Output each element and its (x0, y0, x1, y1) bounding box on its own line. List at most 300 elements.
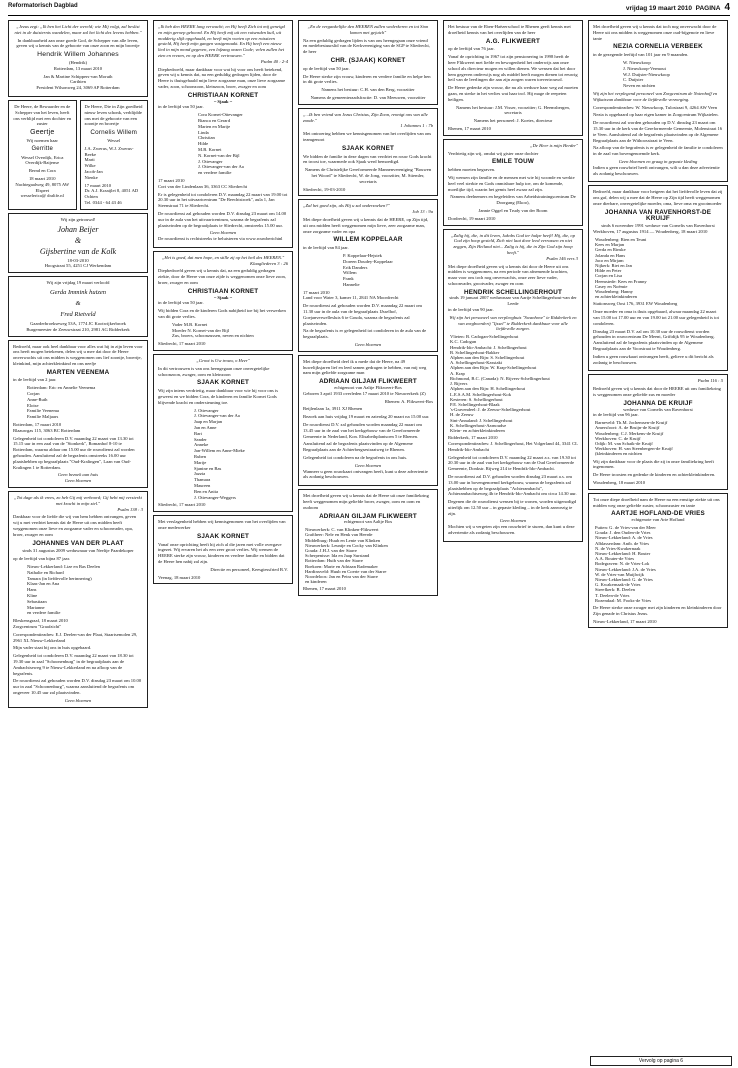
widower-note: sinds 31 augustus 2009 weduwnaar van Neeltje Paardekoper (22, 548, 134, 554)
family-member: Rotterdam: Huib van der Starre (305, 558, 363, 564)
continued-on-page-link[interactable]: Vervolg op pagina 6 (590, 1056, 732, 1066)
notice-text: Wanneer u geen rouwkaart ontvangen heeft, kunt u deze advertentie als zodanig beschouwen. (303, 468, 428, 480)
family-member: Hannelie (343, 281, 360, 287)
ampersand: & (74, 235, 82, 245)
family-list (595, 420, 723, 456)
family-member: Jan en Anne (194, 425, 217, 431)
family-member: Vader M.B. Kornet (172, 321, 208, 327)
family-list (343, 253, 433, 288)
age: op de leeftijd van 50 jaar. (303, 65, 350, 71)
family-member: Putten: G. de Vries-van der Meer (595, 524, 656, 530)
deceased-name: CHR. (SJAAK) KORNET (330, 56, 406, 64)
family-member: Wilke (84, 163, 96, 169)
child-name: Cornelis Willem (90, 129, 138, 137)
family-member: Jolanda en Hans (595, 252, 626, 258)
obituary-intro: Verdrietig zijn wij, omdat wij gister onze dochter (448, 150, 539, 156)
obituary-christiaan-kornet-parents (153, 251, 293, 351)
family-member: Noordeloos: Jan en Petra van der Starre (305, 574, 378, 580)
place-date: Sliedrecht, 19-03-2010 (303, 186, 346, 192)
obituary-willem-koppelaar (298, 199, 438, 352)
service-info: De rouwdienst zal gehouden worden D.V. dinsdag 23 maart om 14.00 uur in de aula van het uitvaartcentrum, waarna de begrafenis zal plaatsvinden op de begraafplaats te Sliedrecht, omstreeks 15.00 uur. (158, 210, 287, 228)
family-member: Bianca en Gerard (198, 117, 231, 123)
visit-info: Bezoek aan huis vrijdag 19 maart en zaterdag 20 maart na 15.00 uur. (303, 414, 430, 420)
siblings: Bernd en Cora (28, 168, 56, 174)
verse: De Heere, Die in Zijn goedheid nieuw leven schonk, verblijdde ons met de geboorte van een zoontje en broertje (84, 103, 143, 127)
deceased-name: A.G. FLIKWEERT (485, 37, 541, 45)
family-member: Hilde en Peter (595, 268, 622, 274)
family-member: Familie Maljaars (27, 414, 59, 420)
signature-board: Namens het bestuur: J.M. Visser, voorzitter; G. Heemsbergen, secretaris (456, 104, 570, 116)
no-flowers-note: Geen bloemen (499, 518, 527, 524)
groom-name: Johan Beijer (57, 224, 99, 234)
family-member: Streefkerk: B. Deelen (595, 587, 635, 593)
family-member: Marti (84, 157, 95, 163)
signature: Namens de Christelijke Gereformeerde Mannenvereniging "Bouwen het Woord" te Sliedrecht, W. de Jong, voorzitter, M. Stiemler, secretaris (304, 167, 432, 184)
no-flowers-note: Geen bloemen (354, 342, 382, 348)
family-member: N. de Vries-Kwakernaak (595, 545, 641, 551)
obituary-intro: Met diepe droefheid deel ik u mede dat de Heere, na 49 huwelijksjaren lief en leed samen gedragen te hebben, van mij weg nam mijn geliefde zorgzame man (303, 358, 427, 376)
obituary-johannes-van-der-plaat (8, 491, 148, 708)
family-member: Gouda: J.H.J. van der Starre (305, 548, 357, 553)
partner-name-2: Fred Rietveld (60, 310, 96, 318)
family-member: W. Nieuwkoop (623, 59, 651, 65)
family-member: Nieuw-Lekkerland: G. de Vries (595, 576, 653, 582)
family-member: Hans (27, 587, 37, 593)
service-info: De rouwdienst zal gehouden worden D.V. maandag 22 maart om 11.30 uur in de aula van de begraafplaats IJsselhof, Goejanverwellesluis 6 te Gouda, waarna de begrafenis zal plaatsvinden. (303, 303, 422, 326)
family-member: Vlieten: B. Cadogan-Schellingerhout (450, 334, 519, 340)
family-member: Heemstede: Kees en Franny (595, 278, 647, 284)
family-member: Frank (343, 276, 354, 282)
tribute-text: Vanaf de oprichting in 1967 tot zijn pensionering in 1998 heeft de heer Flikweert met liefde en bewogenheid het onderwijs aan onze school als directeur mogen en willen dienen. We wensen dat het door hem gegeven onderwijs nog als middel heeft mogen dienen tot eeuwig heil van de leerlingen die aan zijn zorgen waren toevertrouwd. (448, 54, 578, 83)
signature-names: Jannie Oggel en Trudy van der Boom (478, 207, 548, 213)
family-member: Corjan en Lisa (595, 273, 623, 279)
prayer-text: We bidden de familie in deze dagen van verdriet en rouw Gods kracht en troost toe, waarmede ook Sjaak werd bemoedigd. (303, 153, 432, 165)
family-member: Nieuw-Lekkerland: J.A. de Vries (595, 566, 656, 572)
family-member: Eloise (27, 402, 39, 408)
family-list (595, 237, 723, 299)
obituary-intro: Met ontroering hebben we kennisgenomen van het overlijden van ons teamgenoot (303, 131, 432, 142)
verse: „...Ik ben vriend van Jezus Christus, Zijn Zoon, rennigt ons van alle zonde." (303, 111, 428, 123)
family-member: Woudenberg: C.J. Merkens-de Kruijf (595, 430, 664, 436)
deceased-name: SJAAK KORNET (341, 144, 395, 152)
family-member: C. Duijster (623, 77, 644, 83)
spouse-note: echtgenote van Arie Hofland (631, 517, 685, 523)
age: in de leeftijd van 50 jaar. (158, 104, 204, 110)
intro-text: In dankbaarheid aan onze goede God, de Schepper van alle leven, geven wij u kennis van de geboorte van onze zoon en mijn broertje (16, 37, 140, 49)
obituary-nezia-verbeek (588, 20, 728, 182)
age: in de leeftijd van 90 jaar. (448, 307, 494, 313)
verse-reference: Psalm 146 vers 3 (546, 255, 578, 261)
parents: Wessel Overdijk, Erica Overdijk-Baijense (21, 154, 64, 166)
call-name: Gerritte (31, 145, 54, 152)
noem-label: Wij noemen haar (26, 137, 58, 143)
verse: „Het is goed, dat men hope, en stille zij op het heil des HEEREN." (161, 254, 285, 260)
correspondence-address: Correspondentieadres: W. Nieuwkoop, Tulostraat 9, 4264 AW Veen (593, 104, 717, 110)
signatory: Rhenen: A. Flikweert-Bos (384, 398, 433, 404)
no-flowers-note: Geen bloemen (64, 478, 92, 484)
family-member: (kleinkinderen en nichten (595, 451, 642, 457)
family-member: Hilde (198, 141, 209, 147)
engagement-ad (8, 276, 148, 336)
age: in de leeftijd van 84 jaar. (303, 245, 349, 251)
family-member: Klein- en achterkleinkinderen (450, 427, 505, 433)
no-flowers-note: Geen bloemen (64, 697, 92, 703)
family-member: Tamara (in liefdevolle herinnering) (27, 575, 92, 581)
spouse-note: echtgenoot van Aaltje Bos (343, 519, 393, 525)
family-member: N. Kornet-van der Bijl (198, 152, 240, 158)
signature-council: Namens de gemeenteraadsfractie: D. van Meeuwen, voorzitter (310, 94, 426, 100)
family-member: Werkhoven: H. van Steenbergen-de Kruijf (595, 446, 673, 452)
funeral-info: Gelegenheid tot condoleren D.V. maandag 22 maart van 13.30 tot 15.15 uur in een zaal van de "Sionkerk", Romanhof 8-10 te Rotterdam, waarna aldaar om 15.00 uur de rouwdienst zal worden gehouden. Aansluitend zal de begrafenis omstreeks 16.00 uur plaatshebben op begraafplaats "Oud-Kralingen", Laan van Oud-Kralingen 1 te Rotterdam. (13, 435, 135, 470)
partner-name-1: Gerda Immink huizen (49, 288, 107, 296)
page-number: 4 (724, 2, 730, 13)
birth-date: Rotterdam, 13 maart 2010 (53, 65, 103, 71)
family-list (623, 60, 723, 89)
life-dates: Geboren 3 april 1933 overleden 17 maart 2010 te Nieuwerkerk (Z) (303, 390, 426, 396)
no-flowers-note: Geen bloemen (354, 462, 382, 468)
family-member: Graftheer: Nele en Henk van Heerde (305, 532, 373, 538)
family-member: P. Koppelaar-Hejstek (343, 252, 382, 258)
place-date: Veenag, 18 maart 2010 (158, 574, 201, 580)
family-member: B. Schellingerhout-Bakker (450, 349, 500, 355)
address: Cort van der Lindenlaan 36, 3363 CC Sliedrecht (158, 183, 248, 189)
family-member: Kesteren: S. Schellingerhout (450, 396, 503, 402)
obituary-hendrik-schellingerhout (443, 229, 583, 542)
family-member: Alblasserdam: Antb. de Vries (595, 540, 649, 546)
widow-note: weduwe van Cornelis van Ravenhorst (623, 406, 693, 412)
family-member: Anne-Ruth (27, 396, 48, 402)
family-member: Marije (194, 459, 207, 465)
deceased-name: CHRISTIAAN KORNET (187, 287, 259, 295)
signature-board: Namens het bestuur: C.H. van den Berg, voorzitter (321, 87, 415, 93)
family-member: Moeder N. Kornet-van der Bijl (172, 327, 230, 333)
family-member: J. Nieuwkoop-Vermout (623, 65, 666, 71)
deceased-name: HENDRIK SCHELLINGERHOUT (463, 288, 562, 296)
place-date: 17 maart 2010 (158, 177, 185, 183)
notice-text: Indien u geen rouwkaart ontvangen heeft, gelieve u dit bericht als zodanig te beschouwen. (593, 353, 714, 365)
deceased-name: WILLEM KOPPELAAR (333, 236, 403, 244)
family-member: Woudenberg: Hanny (595, 288, 633, 294)
family-member: G. Kwakernaak-de Vries (595, 582, 641, 588)
obituary-adriaan-flikweert-family (298, 489, 438, 596)
family-member: Rozendaal: M. Fooks-de Vries (595, 597, 652, 603)
wedding-date: 18-03-2010 (67, 257, 89, 263)
verse: „Groot is Uw trouw, o Heer" (196, 358, 250, 364)
family-member: Alphen aan den Rijn: S. Schellingerhout (450, 355, 525, 361)
place-date: Ridderkerk, 17 maart 2010 (448, 435, 498, 441)
deceased-name: SJAAK KORNET (196, 532, 250, 540)
age: in de leeftijd van 96 jaar. (593, 412, 639, 418)
family-member: Christian (198, 135, 215, 141)
family-member: H. de Zeeuw (450, 412, 474, 418)
family-member: Nijkerk: Riet en Jan (595, 262, 632, 268)
prayer-text: De Heere sterke onze zwager met zijn kinderen en kleinkinderen door Zijn genade in Christus Jezus. (593, 604, 722, 616)
deceased-name: ADRIAAN GILJAM FLIKWEERT (319, 378, 417, 386)
deceased-name: JOHANNES VAN DER PLAAT (32, 539, 124, 547)
family-member: 's-Gravendeel: J. de Zeeuw-Schellingerhout (450, 407, 531, 413)
condolence-info: Na afloop van de begrafenis is er gelegenheid de familie te condoleren in de zaal van bovengenoemde kerk. (593, 145, 723, 157)
family-member: Marten en Marije (198, 123, 231, 129)
ampersand: & (75, 299, 81, 307)
widow-note: sinds 6 november 1991 weduwe van Cornelis van Ravenhorst (601, 223, 715, 229)
obituary-intro: In dit vertrouwen is van ons heengegaan onze onvergetelijke schoonzoon, zwager, oom en kleinzoon (158, 365, 270, 377)
address: Beijlenlaan 1a, 3911 XJ Rhenen (303, 406, 363, 412)
family-member: Jaap en Marjan (194, 419, 223, 425)
birth-date: 17 maart 2010 (84, 182, 112, 188)
verse-reference: Psalm 116 : 5 (697, 378, 723, 384)
family-member: W. de Vries-van Muijlwijk (595, 571, 644, 577)
family-list (198, 112, 288, 176)
siblings-list (85, 157, 144, 180)
family-member: Sint-Annaland: J. Schellingerhout (450, 417, 513, 423)
call-name: (Hendrik) (68, 59, 88, 65)
family-member: Nathalie en Richard (27, 569, 64, 575)
family-member: Gouda: J. den Ouden-de Vries (595, 530, 651, 536)
column-4 (443, 20, 583, 545)
family-member: K.C. Cadogan (450, 339, 477, 345)
correspondence-address: Correspondentieadres: J. Schellingerhout, Het Volgerland 44, 3341 CL Hendrik-Ido-Ambacht (448, 440, 578, 452)
birth-ad-hendrik (8, 20, 148, 97)
age: op de leeftijd van bijna 87 jaar. (13, 556, 71, 562)
telephone: Tel. 0344 - 64 43 46 (84, 199, 122, 205)
condolence-info: Na de begrafenis is er gelegenheid tot condoleren in de aula van de begraafplaats. (303, 328, 427, 340)
thanks-text: Wij zijn het verplegend personeel van Zorgcentrum de Notenhoff en Wijkatsvan dankbaar voor de liefdevolle verzorging. (593, 90, 718, 102)
spouse-note: echtgenoot van Aaltje Flikweert-Bos (334, 385, 402, 391)
family-member: Woudenberg: Rien en Teuni (595, 236, 647, 242)
life-dates: Werkhoven, 17 augustus 1914 — Woudenberg, 18 maart 2010 (593, 229, 708, 235)
family-member: Nieuw-Lekkerland: H. Bouter (595, 550, 651, 556)
family-member: Jaco en Mirjam (595, 257, 624, 263)
no-flowers-note: Geen bloemen en graag in gepaste kleding (618, 158, 698, 164)
address-1: Gaarderbroekseweg 53A, 1774 JC Kootwijkerbroek (30, 320, 126, 326)
thanks-text: Wij zijn het personeel van verpleeghuis "Swanhove" te Ridderkerk en van zorgboerderij "Ijssel" te Ridderkerk dankbaar voor alle liefdevolle zorgen. (449, 314, 577, 332)
family-member: J. Ottevanger-Weggers (194, 494, 236, 500)
family-member: Hendrik-Ido-Ambacht: J. Schellingerhout (450, 344, 527, 350)
family-member: Alphen aan den Rijn: H. Schellingerhout (450, 386, 526, 392)
verse: „Ik heb den HEERE lang verwacht; en Hij heeft Zich tot mij geneigd en mijn geroep gehoord. En Hij heeft mij uit een ruisenden kuil, uit modderig slijk opgehaald, en heeft mijn voeten op een rotssteen gesteld, Hij heeft mijn gangen vastgemaakt. En Hij heeft een nieuw lied in mijn mond gegeven, een lofzang onzen Gode; velen zullen het zien en vrezen, en op den HEERE vertrouwen." (158, 24, 285, 58)
address: Dr. A.J. Kraaijlei 8, 4051 AD Ochten (84, 188, 139, 200)
obituary-intro: Diepbedroefd geven wij u kennis dat, na een geduldig gedragen ziekte, door de Heere van onze zijde is weggenomen onze lieve zoon, broer, zwager en oom (158, 268, 286, 286)
family-member: Corjan (27, 391, 40, 397)
obituary-intro: Met droefheid geven wij u kennis dat de Heere uit onze familiekring heeft weggenomen mijn geliefde broer, zwager, oom en oom en oudoom (303, 493, 429, 510)
obituary-intro: Met verslagenheid hebben wij kennisgenomen van het overlijden van onze medewerker (158, 519, 286, 530)
deceased-name: EMILE TOUW (491, 158, 535, 166)
family-member: Werkhoven: C. de Kruijf (595, 435, 641, 441)
family-member: Amersfoort: A. de Bruijn-de Kruijf (595, 425, 660, 431)
obituary-sjaak-kornet-employer (153, 515, 293, 584)
family-list (450, 334, 578, 433)
family-member: A.A. Bouter-de Vries (595, 556, 635, 562)
family-member: Neven en nichten (623, 83, 656, 89)
family-member: J. Ottevanger (198, 158, 223, 164)
verse-reference: Psalm 40 : 2-4 (260, 58, 288, 64)
sibling: Carthien (70, 79, 86, 85)
family-list (27, 385, 143, 420)
obituary-intro: Bedroefd, maar ook heel dankbaar voor alles wat hij in zijn leven voor ons heeft mogen betekenen, delen wij u mee dat door de Heere onverwachts uit ons midden is weggenomen ons lief zoontje, broertje, kleinkind, mijn achterkleinkind en ons neefje (13, 343, 143, 366)
age: in de leeftijd van 50 jaar. (158, 300, 204, 306)
obituary-chr-kornet-sgp (298, 20, 438, 105)
child-name: Hendrik Willem Johannes (37, 51, 119, 59)
family-member: Nieuw-Lekkerland: Lize en Bas Deelen (27, 564, 100, 569)
family-member: A. Schellingerhout-Kasstaki (450, 360, 503, 366)
verse-reference: Klaagliederen 3 : 26 (250, 260, 288, 266)
birth-ad-cornelis (80, 100, 149, 210)
obituary-intro: Dankbaar voor de liefde die wij van hem hebben ontvangen, geven wij u met verdriet kennis dat de Heere uit ons midden heeft weggenomen onze lieve en zorgzame vader en schoonvader, opa, broer, zwager en oom (13, 514, 137, 537)
address: Hoogstraat 55, 4251 CJ Werkendam (44, 263, 112, 269)
service-info: De rouwdienst zal worden gehouden op D.V. dinsdag 23 maart om 15.30 uur in de kerk van de Gereformeerde Gemeente, Molenstraat 16 te Veen. Aansluitend zal de begrafenis plaatsvinden op de Algemene Begraafplaats aan de Withoosstraat te Veen. (593, 120, 723, 143)
family-member: en kinderen (305, 579, 327, 585)
verse: De Heere, de Bewaarder en de Schepper van het leven, heeft ons verblijd met een dochter en zuster (13, 103, 72, 127)
service-info: De rouwdienst zal D.V. gehouden worden dinsdag 23 maart a.s. om 13.00 uur in bovengenoemd kerkgebouw, waarna de begrafenis zal plaatshebben op de begraafplaats "Achterambacht", Achterambachtseweg 4b te Hendrik-Ido-Ambacht om circa 14.30 uur. (448, 473, 577, 497)
place-date: Sliedrecht, 17 maart 2010 (158, 502, 206, 508)
prayer-text: De Heere sterke zijn vrouw, kinderen en verdere familie en helpe hen in dit grote verlies. (303, 73, 431, 85)
engagement-heading: Wij zijn vrijdag 19 maart verloofd (46, 280, 110, 286)
deceased-name: JOHANNA DE KRUIJF (623, 399, 693, 407)
care-home: Zorgcentrum "Graafzicht" (13, 623, 62, 629)
family-member: P.E. Schellingerhout-Blaak (450, 401, 500, 407)
widower-note: sinds 19 januari 2007 weduwnaar van Aartje Schellingerhout-van der Leede (449, 295, 577, 307)
age: in de leeftijd van 2 jaar. (13, 377, 57, 383)
place-date: Rhenen, 17 maart 2010 (448, 125, 491, 131)
obituary-intro: Met diepe droefheid geven wij u kennis dat door de Heere uit ons midden is weggenomen, na een periode van afnemende krachten, maar voor ons toch nog onverwachts, onze zeer lieve vader, schoonvader, grootvader, zwager en oom (448, 263, 569, 286)
prayer-text: Wij bidden Cora en de kinderen Gods nabijheid toe bij het verwerken van dit grote verlies. (158, 308, 286, 320)
page-header (8, 3, 730, 16)
place-date: Bleskensgraaf, 18 maart 2010 (13, 618, 68, 624)
family-member: M.B. Kornet (198, 146, 222, 152)
family-member: Ruben (194, 454, 206, 459)
place-date: Woudenberg, 18 maart 2010 (593, 479, 646, 485)
call-name: ~ Sjaak ~ (213, 98, 233, 104)
prayer-text: De Heere troosten en gedenke de kinderen en achterkleinkinderen. (593, 472, 716, 478)
prayer-text: De Heere gedenke zijn vrouw, die nu als weduwe haar weg zal moeten gaan, en sterke in het verlies wat haar trof. Hij mage de reepeten heiligen. (448, 85, 578, 102)
place-date: Dordrecht, 19 maart 2010 (448, 215, 496, 221)
parents: Jan & Martine Schippers-van Moruth (43, 73, 113, 79)
address: Nachtegaalweg 49, 8075 AW Elspeet (15, 181, 70, 193)
deceased-name: AARTJE HOFLAND-DE VRIES (611, 510, 705, 518)
deceased-name: ADRIAAN GILJAM FLIKWEERT (319, 512, 417, 520)
lying-in-state: Nezia is opgebaard op haar eigen kamer in Zorgcentrum Wijkatelen. (593, 112, 719, 118)
family-member: Sebastiaan (27, 598, 47, 604)
family-member: Casey en Noëmie (595, 283, 628, 289)
family-member: en achterkleinkinderen (595, 294, 637, 300)
condolence-info: Gelegenheid tot condoleren na de begrafenis in ons huis. (303, 455, 408, 461)
condolence-info: Gelegenheid tot condoleren D.V. maandag 22 maart van 18.30 tot 19.30 uur in zaal "Schoonenburg" in de begraafplaats aan de Ambachtseweg 9 te Nieuw-Lekkerland en na afloop van de begrafenis. (13, 653, 134, 676)
place-date: Sliedrecht, 17 maart 2010 (158, 341, 206, 347)
obituary-intro: Bedroefd, maar dankbaar voor hetgeen dat het liefdevolle leven dat zij ons gaf, delen wij u mee dat de Heere op Zijn tijd heeft weggenomen onze dierbare, onvergetelijke moeder, oma, lieve oma en grootmoeder (593, 189, 723, 206)
condolence-info: Er is gelegenheid tot condoleren D.V. maandag 22 maart van 19.00 tot 20.30 uur in het uitvaartcentrum "De Beechtstroek", aula 1, Jan Steenstraat 71 te Sliedrecht. (158, 191, 288, 209)
column-1 (8, 20, 148, 711)
family-member: J. Ottevanger-van der Aa (198, 164, 244, 170)
signature: Directie en personeel, Keesgiessfried B.V. (210, 566, 288, 572)
column-3 (298, 20, 438, 599)
obituary-intro: Na een geduldig gedragen lijden is van ons heengegaan onze vriend en medebestuurslid van de Kerkvereniging van de SGP te Sliedrecht, de heer (303, 37, 430, 55)
family-member: Anneke (194, 442, 209, 448)
family-member: Doreen Doudey-Koppelaar (343, 258, 393, 264)
service-info: De rouwdienst zal gehouden worden D.V. dinsdag 23 maart om 10.00 uur in zaal "Schoonenburg", waarna aansluitend de begrafenis om ongeveer 10.45 uur zal plaatsvinden. (13, 678, 142, 695)
lying-in-state: Mijn vader staat bij ons in huis opgebaard. (13, 645, 92, 651)
family-member: Zus, broers, schoonzussen, neven en nichten (172, 333, 254, 339)
condolence-info: Gelegenheid tot condoleren D.V. maandag 22 maart a.s. van 19.30 tot 20.30 uur in de zaal van het kerkgebouw van de Oud Gereformeerde Gemeente, Donkstr. Rijweg 214 te Hendrik-Ido-Ambacht. (448, 454, 576, 472)
service-info: Dinsdag 23 maart D.V. zal om 10.30 uur de rouwdienst worden gehouden in rouwcentrum De Meent, Griftdijk 95 te Woudenberg. Aansluitend zal de begrafenis plaatsvinden op de Algemene Begraafplaats aan de Voorstraat te Woudenberg. (593, 328, 715, 351)
verse: „Zal het goed zijn, als Hij u zal onderzoeken?" (303, 203, 390, 209)
family-list (194, 408, 288, 501)
verse: „Tot dage als ik vrees, zo heb Gij mij verhoord; Gij hebt mij versterkt met kracht in mijn ziel." (14, 495, 142, 506)
family-member: Nieuw-Lekkerland: A. de Vries (595, 535, 653, 541)
page-info (626, 2, 730, 13)
family-member: W.J. Duijster-Nieuwkoop (623, 71, 670, 77)
family-member: Odijk: M. van Schaik-de Kruijf (595, 440, 653, 446)
obituary-intro: Met droefheid geven wij u kennis dat toch nog onverwacht door de Heere uit ons midden is weggenomen onze oud-bijgenote en lieve tante (593, 24, 717, 41)
family-member: en verdere familie (27, 610, 61, 616)
address: Blaauwgas 115, 3063 BC Rotterdam (13, 427, 81, 433)
place-date: Nieuw-Lekkerland, 17 maart 2010 (593, 618, 657, 624)
place-date: Rotterdam, 17 maart 2010 (13, 422, 62, 428)
service-info: De rouwdienst D.V. zal gehouden worden maandag 22 maart om 13.45 uur in de zaal van het kerkgebouw van de Gereformeerde Gemeente in Nederland, Kon. Elisabethplantsoen 5 te Rhenen. (303, 422, 422, 439)
family-member: Boekoen: Marie en Adriaan Rademaker (305, 563, 378, 569)
family-member: Marianne (27, 604, 45, 610)
obituary-intro-end: hebben moeten begraven. (448, 167, 496, 173)
family-member: Klaas-Jan en Ana (27, 581, 60, 587)
deceased-name: SJAAK KORNET (196, 379, 250, 387)
family-member: Bart (194, 430, 202, 436)
family-member: Nienke (84, 174, 98, 180)
family-member: Jacob-Jan (84, 168, 103, 174)
notice-text: Indien u geen rouwbrief heeft ontvangen, wilt u dan deze advertentie als zodanig beschouwen. (593, 164, 720, 176)
family-member: Kline (27, 592, 38, 598)
family-member: T. Deelen-de Vries (595, 592, 630, 598)
family-member: L.E.S.A.M. Schellingerhout-Kok (450, 391, 511, 397)
family-member: Nieuwerkerk: C. van Klinken-Flikweert (305, 527, 379, 533)
call-name: ~ Sjaak ~ (213, 294, 233, 300)
obituary-intro: Het bestuur van de Eben-Haëzerschool te Rhenen geeft kennis met droefheid kennis van het overlijden van de heer (448, 24, 571, 35)
call-name: Wessel (107, 137, 121, 143)
wedding-heading: Wij zijn getrouwd! (60, 216, 96, 222)
family-member: Jan-Willem en Anne-Mieke (194, 448, 245, 454)
verse-reference: Job 13 : 9a (412, 209, 433, 215)
address: President Wilsonweg 24, 3069 AP Rotterdam (36, 85, 120, 91)
birth-ads-row (8, 100, 148, 210)
verse: „En de vergankelijke den HEEREN zullen wederkeren en tot Sion komen met gejuich" (307, 24, 429, 35)
verse: „Jezus zegt: „Ik ben het Licht der wereld; wie Mij volgt, zal beslist niet in de duisternis wandelen, maar zal het licht des levens hebben." (14, 24, 142, 35)
place-date: 17 maart 2010 (303, 289, 330, 295)
family-member: Gerda en Rinske (595, 247, 626, 253)
family-member: Kees en Marjan (595, 242, 625, 248)
obituary-johanna-de-kruijf (588, 374, 728, 489)
family-list (595, 525, 723, 603)
age: in de gezegende leeftijd van 101 jaar en 9 maanden. (593, 52, 689, 58)
family-member: Scherpenisse: Ida en Jaap Surstand (305, 553, 370, 559)
address: Land voor Water 3, kamer 11, 2841 NA Moordrecht (303, 295, 399, 301)
issue-date: vrijdag 19 maart 2010 (625, 5, 692, 12)
family-member: Thamara (194, 477, 211, 483)
deceased-name: MARTEN VEENEMA (46, 368, 110, 376)
family-member: Hardinxveld: Huub en Coerie van der Starre (305, 568, 387, 574)
obituary-intro: Met diepe droefheid geven wij u kennis dat de HEERE, op Zijn tijd, uit ons midden heeft weggenomen mijn lieve, zeer zorgzame man, onze zorgzame vader en opa (303, 216, 429, 234)
tribute-text: Vanaf onze oprichting heeft hij zich al die jaren met volle overgave ingezet. Wij ervaren het als een zeer groot verlies. Wij wensen de HEERE sterke zijn vrouw, kinderen en verdere familie en bidden dat de Heere hen nabij zal zijn. (158, 541, 285, 564)
attendance-info: Degenen die de rouwdienst wensen bij te wonen, worden uitgenodigd uiterlijk om 12.50 uur – in gepaste kleding – in de kerk aanwezig te zijn. (448, 499, 577, 516)
family-member: K. Schellingerhout-Aarnoudse (450, 422, 507, 428)
family-member: Familie Veenema (27, 408, 59, 414)
family-list (172, 322, 288, 339)
child-name: Geertje (30, 129, 55, 137)
condolence-info: Onze moeder en oma is thuis opgebaard, alwaar maandag 22 maart van 15.00 tot 17.00 uur en van 19.00 tot 21.00 uur gelegenheid is tot condoleren. (593, 309, 719, 326)
wedding-ad (8, 213, 148, 273)
family-member: en verdere familie (198, 170, 232, 176)
family-member: Sjanine en Bas (194, 465, 222, 471)
family-member: Cora Kornet-Ottevanger (198, 112, 243, 118)
burial-info: Aansluitend zal de begrafenis plaatsvinden op de Algemene Begraafplaats aan de Achterbergsestraatweg te Rhenen. (303, 441, 413, 453)
place-date: Rhenen, 17 maart 2010 (303, 586, 346, 592)
